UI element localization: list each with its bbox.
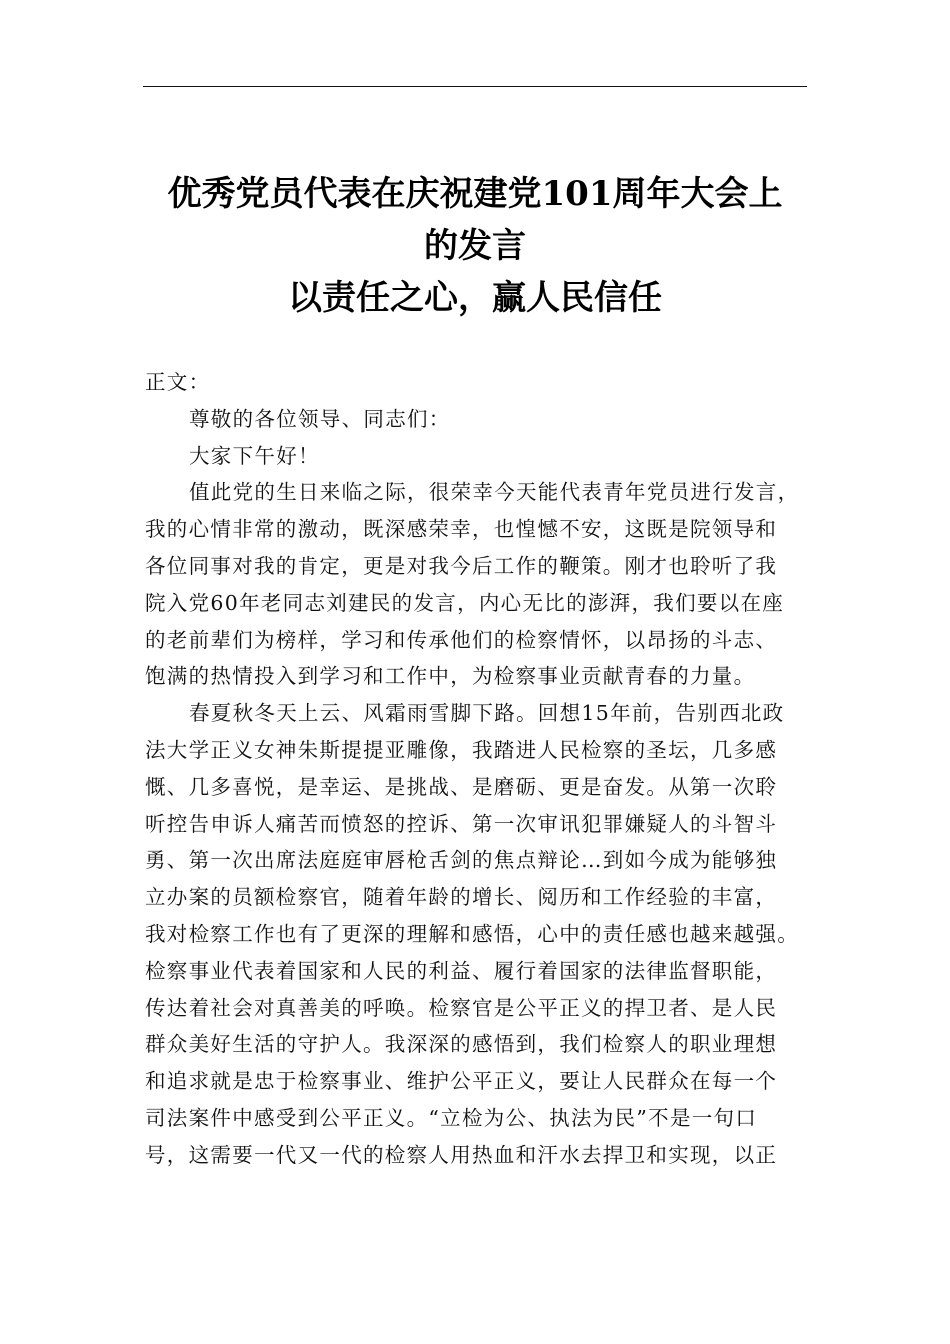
body-line: 号，这需要一代又一代的检察人用热血和汗水去捍卫和实现，以正 <box>145 1142 778 1167</box>
body-line: 法大学正义女神朱斯提提亚雕像，我踏进人民检察的圣坛，几多感 <box>145 737 778 762</box>
body-line: 饱满的热情投入到学习和工作中，为检察事业贡献青春的力量。 <box>145 664 756 689</box>
body-line: 值此党的生日来临之际，很荣幸今天能代表青年党员进行发言， <box>189 480 800 505</box>
body-line: 我的心情非常的激动，既深感荣幸，也惶憾不安，这既是院领导和 <box>145 517 778 542</box>
body-line: 司法案件中感受到公平正义。“立检为公、执法为民”不是一句口 <box>145 1105 758 1130</box>
body-line: 检察事业代表着国家和人民的利益、履行着国家的法律监督职能， <box>145 958 778 983</box>
body-line: 春夏秋冬天上云、风霜雨雪脚下路。回想15年前，告别西北政 <box>189 701 785 726</box>
body-line: 慨、几多喜悦，是幸运、是挑战、是磨砺、更是奋发。从第一次聆 <box>145 774 778 799</box>
body-line: 立办案的员额检察官，随着年龄的增长、阅历和工作经验的丰富， <box>145 885 778 910</box>
body-line: 尊敬的各位领导、同志们： <box>189 406 451 431</box>
body-line: 和追求就是忠于检察事业、维护公平正义，要让人民群众在每一个 <box>145 1069 778 1094</box>
header-rule <box>143 86 807 87</box>
body-line: 传达着社会对真善美的呼唤。检察官是公平正义的捍卫者、是人民 <box>145 995 778 1020</box>
document-title <box>143 168 807 324</box>
body-line: 我对检察工作也有了更深的理解和感悟，心中的责任感也越来越强。 <box>145 921 799 946</box>
title-line-3: 以责任之心，赢人民信任 <box>288 278 662 318</box>
body-line: 正文： <box>145 370 211 394</box>
body-line: 听控告申诉人痛苦而愤怒的控诉、第一次审讯犯罪嫌疑人的斗智斗 <box>145 811 778 836</box>
body-line: 勇、第一次出席法庭庭审唇枪舌剑的焦点辩论…到如今成为能够独 <box>145 848 778 873</box>
title-line-1: 优秀党员代表在庆祝建党101周年大会上 <box>167 174 783 214</box>
body-line: 的老前辈们为榜样，学习和传承他们的检察情怀，以昂扬的斗志、 <box>145 627 778 652</box>
body-line: 各位同事对我的肯定，更是对我今后工作的鞭策。刚才也聆听了我 <box>145 553 778 578</box>
body-line: 群众美好生活的守护人。我深深的感悟到，我们检察人的职业理想 <box>145 1032 778 1057</box>
title-line-2: 的发言 <box>424 226 526 266</box>
body-line: 大家下午好！ <box>189 443 320 468</box>
body-line: 院入党60年老同志刘建民的发言，内心无比的澎湃，我们要以在座 <box>145 590 785 615</box>
document-body <box>145 364 835 1174</box>
